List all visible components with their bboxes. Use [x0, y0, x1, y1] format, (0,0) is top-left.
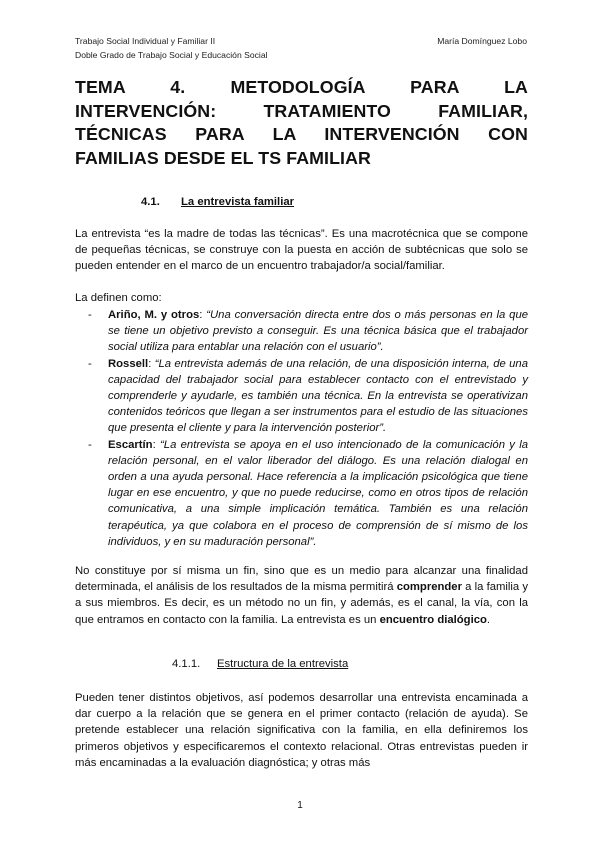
definition-quote: “La entrevista además de una relación, de una disposición interna, de una capacidad del trabajador social para establecer contacto con el entrevistado y comprenderle y ayudarle, es también una técnica. En la entrevista se operativizan contenidos teóricos que llegan a ser instrumentos para el estudio de las situaciones que presenta el cliente y para la intervención posterior”.: [108, 357, 528, 435]
section-label: La entrevista familiar: [181, 196, 295, 208]
purpose-text-1: No constituye por sí misma un fin, sino que es un medio para alcanzar una finalidad determinada, el análisis de los resultados de la misma permitirá: [75, 565, 528, 594]
subsection-label: Estructura de la entrevista: [217, 658, 349, 670]
definition-author: Ariño, M. y otros: [108, 309, 200, 321]
purpose-paragraph: [75, 563, 528, 628]
title-line-4: FAMILIAS DESDE EL TS FAMILIAR: [75, 147, 371, 168]
title-line-1: TEMA 4. METODOLOGÍA PARA LA: [75, 77, 528, 97]
structure-paragraph: Pueden tener distintos objetivos, así podemos desarrollar una entrevista encaminada a dar cuerpo a la relación que se genera en el primer contacto (relación de ayuda). Se pretende establecer una relación significativa con la familia, en ella definiremos los primeros objetivos y especificaremos el contexto relacional. Otras entrevistas pueden ir más encaminadas a la evaluación diagnóstica; y otras más: [75, 692, 528, 769]
dash-bullet: -: [88, 438, 92, 451]
definition-author: Escartín: [108, 438, 153, 451]
definition-quote: “Una conversación directa entre dos o más personas en la que se tiene un objetivo previsto a conseguir. Es una técnica básica que el trabajador social utiliza para entablar una relación con el usuario”.: [108, 309, 529, 354]
definition-author: Rossell: [108, 357, 149, 370]
definitions-list: [88, 307, 528, 550]
subsection-heading: [172, 658, 348, 670]
definition-quote: “La entrevista se apoya en el uso intencionado de la comunicación y la relación personal, en el valor liberador del diálogo. Es una relación dialogal en orden a una ayuda personal. Hace referencia a la implicación psicológica que tiene lugar en ese encuentro, y que no puede reducirse, como en otros tipos de relación comunicativa, a una simple implicación temática. También es una relación terapéutica, ya que colabora en el proceso de comprensión de sí mismo de los individuos, y en su maduración personal”.: [108, 438, 528, 548]
dash-bullet: -: [88, 309, 92, 321]
purpose-text-2: a la familia y a sus miembros. Es decir, es un método no un fin, y además, es el canal, la vía, con la que entramos en contacto con la familia. La entrevista es un: [75, 581, 529, 626]
list-item: - Rossell: “La entrevista además de una relación, de una disposición interna, de una capacidad del trabajador social para establecer contacto con el entrevistado y comprenderle y ayudarle, es también una técnica. En la entrevista se operativizan contenidos teóricos que llegan a ser instrumentos para el estudio de las situaciones que presenta el cliente y para la intervención posterior”.: [88, 357, 528, 435]
title-line-2: INTERVENCIÓN: TRATAMIENTO FAMILIAR,: [75, 100, 528, 121]
page-title: [75, 76, 528, 170]
header-degree: Doble Grado de Trabajo Social y Educación Social: [75, 50, 268, 60]
header-course: Trabajo Social Individual y Familiar II: [75, 36, 216, 46]
section-number: 4.1.: [141, 196, 160, 208]
page-header-left: [75, 34, 268, 62]
purpose-text-3: .: [486, 613, 491, 626]
header-author: María Domínguez Lobo: [437, 36, 527, 46]
defines-label: La definen como:: [75, 292, 162, 304]
list-item: - Ariño, M. y otros: “Una conversación directa entre dos o más personas en la que se tiene un objetivo previsto a conseguir. Es una técnica básica que el trabajador social utiliza para entablar una relación con el usuario”.: [88, 309, 529, 354]
title-line-3: TÉCNICAS PARA LA INTERVENCIÓN CON: [75, 124, 528, 144]
list-item: - Escartín: “La entrevista se apoya en el uso intencionado de la comunicación y la relación personal, en el valor liberador del diálogo. Es una relación dialogal en orden a una ayuda personal. Hace referencia a la implicación psicológica que tiene lugar en ese encuentro, y que no puede reducirse, como en otros tipos de relación comunicativa, a una simple implicación temática. También es una relación terapéutica, ya que colabora en el proceso de comprensión de sí mismo de los individuos, y en su maduración personal”.: [88, 438, 528, 548]
page-number: 1: [297, 800, 303, 811]
subsection-number: 4.1.1.: [172, 658, 201, 670]
dash-bullet: -: [88, 357, 92, 370]
purpose-bold-2: encuentro dialógico: [379, 613, 487, 626]
purpose-bold-1: comprender: [396, 581, 462, 594]
intro-paragraph: La entrevista “es la madre de todas las técnicas”. Es una macrotécnica que se compone de pequeñas técnicas, se construye con la puesta en acción de subtécnicas que solo se pueden entender en el marco de un encuentro trabajador/a social/familiar.: [75, 228, 528, 273]
section-heading: [141, 196, 294, 208]
